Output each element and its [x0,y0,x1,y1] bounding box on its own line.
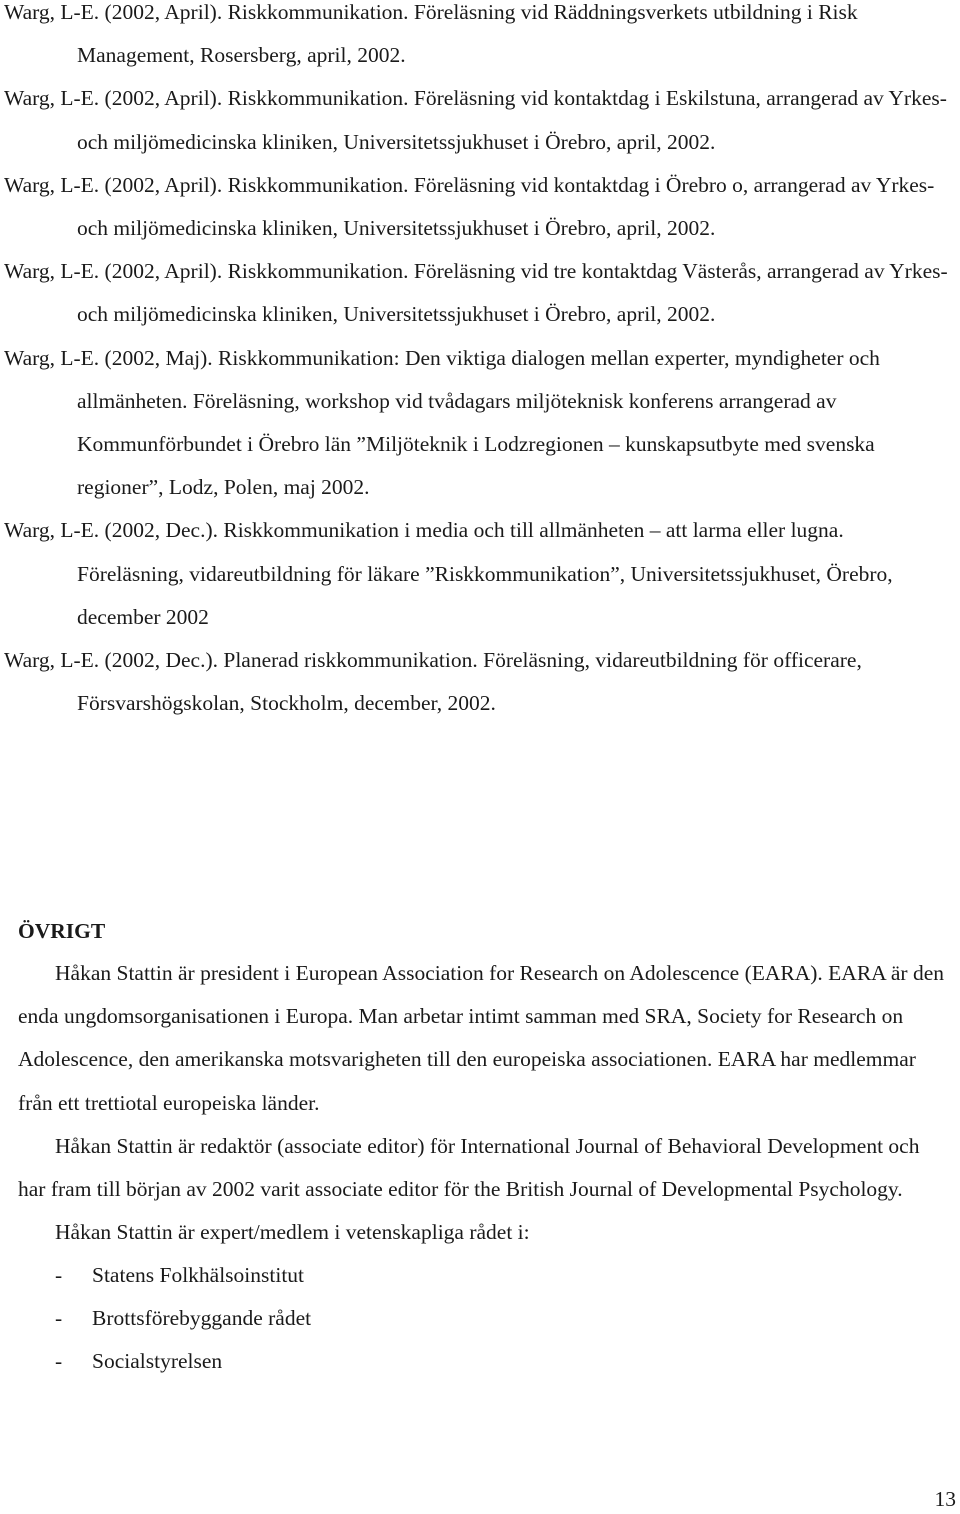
reference-list [4,0,954,725]
reference-item: Warg, L-E. (2002, Dec.). Planerad riskkommunikation. Föreläsning, vidareutbildning för officerare, Försvarshögskolan, Stockholm, december, 2002. [4,648,862,716]
reference-item: Warg, L-E. (2002, April). Riskkommunikation. Föreläsning vid Räddningsverkets utbildning i Risk Management, Rosersberg, april, 2002. [4,0,858,68]
list-item [18,1254,950,1297]
paragraph-editor: Håkan Stattin är redaktör (associate editor) för International Journal of Behavioral Development och har fram till början av 2002 varit associate editor för the British Journal of Developmental Psychology. [18,1133,920,1202]
reference-item: Warg, L-E. (2002, April). Riskkommunikation. Föreläsning vid kontaktdag i Örebro o, arrangerad av Yrkes- och miljömedicinska kliniken, Universitetssjukhuset i Örebro, april, 2002. [4,172,935,241]
list-item-text: Brottsförebyggande rådet [92,1306,312,1331]
list-item [18,1340,950,1383]
expert-council-list [18,1254,950,1383]
list-item-text: Statens Folkhälsoinstitut [92,1263,305,1288]
reference-item: Warg, L-E. (2002, April). Riskkommunikation. Föreläsning vid kontaktdag i Eskilstuna, arrangerad av Yrkes- och miljömedicinska kliniken, Universitetssjukhuset i Örebro, april, 2002. [4,86,947,154]
list-dash: - [55,1349,63,1374]
reference-item: Warg, L-E. (2002, Dec.). Riskkommunikation i media och till allmänheten – att larma eller lugna. Föreläsning, vidareutbildning för läkare ”Riskkommunikation”, Universitetssjukhuset, Örebro, december 2002 [4,518,893,629]
reference-item: Warg, L-E. (2002, Maj). Riskkommunikation: Den viktiga dialogen mellan experter, myndigheter och allmänheten. Föreläsning, workshop vid tvådagars miljöteknisk konferens arrangerad av Kommunförbundet i Örebro län ”Miljöteknik i Lodzregionen – kunskapsutbyte med svenska regioner”, Lodz, Polen, maj 2002. [4,345,880,500]
list-item-text: Socialstyrelsen [92,1349,223,1374]
page-number: 13 [934,1487,956,1511]
reference-item: Warg, L-E. (2002, April). Riskkommunikation. Föreläsning vid tre kontaktdag Västerås, arrangerad av Yrkes- och miljömedicinska kliniken, Universitetssjukhuset i Örebro, april, 2002. [4,259,948,327]
ovrigt-section [18,952,950,1383]
list-dash: - [55,1263,63,1288]
paragraph-expert: Håkan Stattin är expert/medlem i vetenskapliga rådet i: [55,1220,530,1245]
paragraph-eara: Håkan Stattin är president i European Association for Research on Adolescence (EARA). EARA är den enda ungdomsorganisationen i Europa. Man arbetar intimt samman med SRA, Society for Research on Adolescence, den amerikanska motsvarigheten till den europeiska associationen. EARA har medlemmar från ett trettiotal europeiska länder. [18,961,945,1115]
list-dash: - [55,1306,63,1331]
list-item [18,1297,950,1340]
section-heading-ovrigt: ÖVRIGT [18,919,106,943]
